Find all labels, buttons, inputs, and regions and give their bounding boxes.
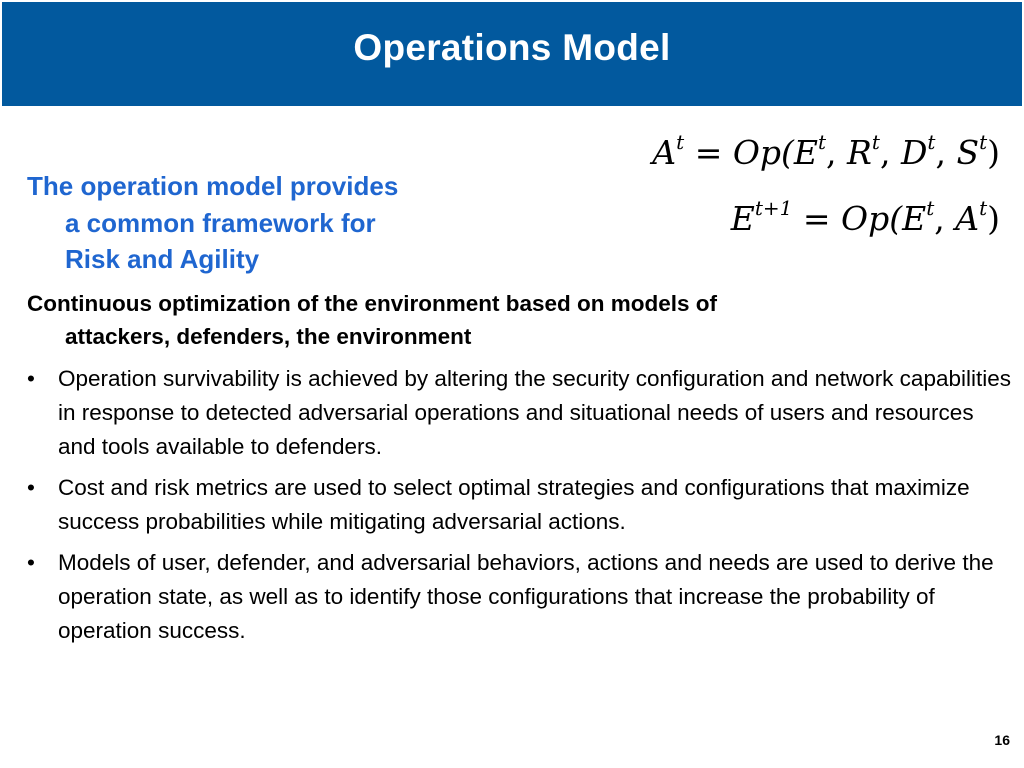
formula-paren: )	[987, 199, 1000, 238]
formula-comma: ,	[935, 133, 946, 172]
bullet-item	[27, 546, 1017, 648]
lead-line-2: attackers, defenders, the environment	[65, 324, 472, 349]
subheading-line-1: The operation model provides	[27, 171, 399, 201]
bullet-item	[27, 362, 1017, 464]
formula-equals: =	[802, 199, 831, 238]
bullet-icon: •	[27, 550, 35, 575]
bullet-list	[27, 362, 1017, 655]
formula-operator: Op(	[732, 133, 794, 172]
bullet-text: Operation survivability is achieved by altering the security configuration and network capabilities in response to detected adversarial operations and situational needs of users and resources and tools available to defenders.	[58, 366, 1011, 459]
bullet-text: Models of user, defender, and adversarial behaviors, actions and needs are used to derive the operation state, as well as to identify those configurations that increase the probability of operation success.	[58, 550, 994, 643]
slide-title: Operations Model	[353, 27, 671, 68]
subheading	[27, 168, 587, 278]
formula-term: E	[902, 199, 927, 238]
formula-term: E	[793, 133, 818, 172]
page-number: 16	[994, 732, 1010, 748]
formula-comma: ,	[934, 199, 945, 238]
subheading-line-2: a common framework for	[65, 207, 376, 238]
formula-operator: Op(	[841, 199, 903, 238]
bullet-text: Cost and risk metrics are used to select optimal strategies and configurations that maximize success probabilities while mitigating adversarial actions.	[58, 475, 970, 534]
formula-superscript: t	[926, 196, 935, 220]
formula-paren: )	[987, 133, 1000, 172]
lead-line-1: Continuous optimization of the environment based on models of	[27, 291, 717, 316]
bullet-icon: •	[27, 475, 35, 500]
formula-term: R	[847, 133, 872, 172]
formula-term: S	[956, 133, 980, 172]
formula-term: D	[900, 133, 928, 172]
title-bar	[2, 2, 1022, 106]
formula-superscript: t	[818, 130, 827, 154]
formula-comma: ,	[826, 133, 837, 172]
formula-superscript: t	[979, 130, 988, 154]
subheading-line-3: Risk and Agility	[65, 244, 260, 274]
bullet-item	[27, 471, 1017, 539]
formula-superscript: t	[871, 130, 880, 154]
bullet-icon: •	[27, 366, 35, 391]
formula-superscript: t	[927, 130, 936, 154]
formula-term: E	[730, 199, 755, 238]
formula-comma: ,	[879, 133, 891, 172]
formula-superscript: t	[676, 130, 685, 154]
formula-equals: =	[694, 133, 723, 172]
formula-action	[652, 130, 1000, 172]
lead-paragraph	[27, 287, 997, 353]
formula-environment	[731, 196, 1000, 238]
formula-term: A	[652, 133, 677, 172]
formula-term: A	[955, 199, 980, 238]
formula-superscript: t+1	[754, 196, 793, 220]
formula-superscript: t	[979, 196, 988, 220]
